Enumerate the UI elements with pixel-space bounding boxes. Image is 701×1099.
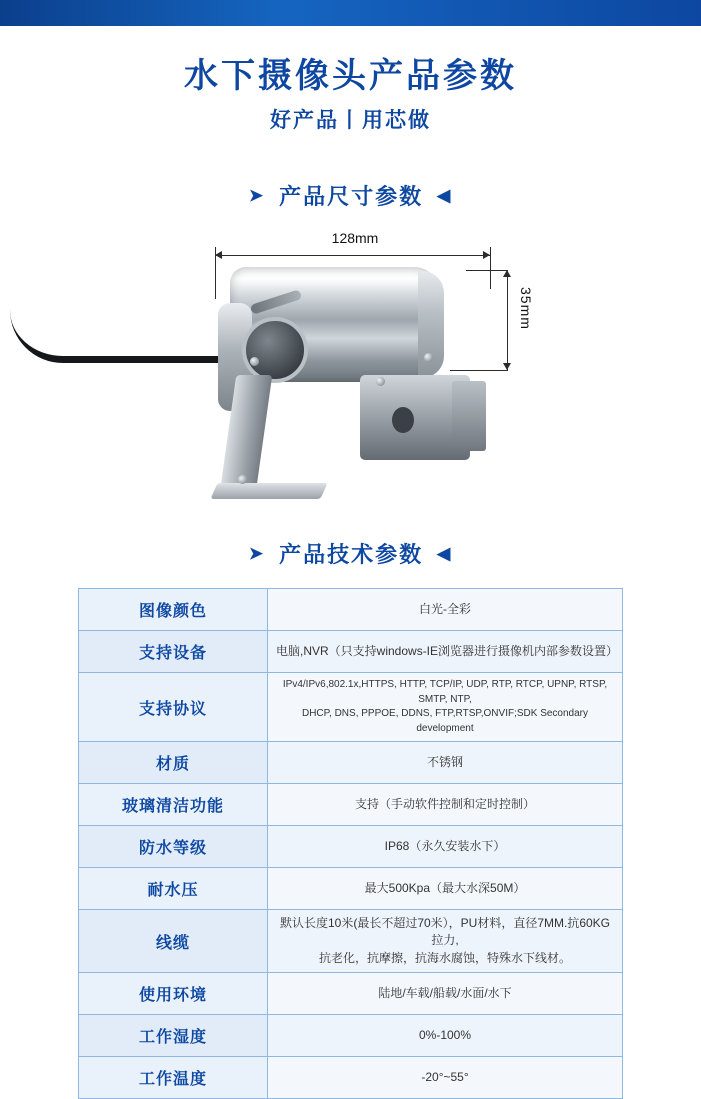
spec-value: 0%-100% [268,1015,623,1057]
spec-value-line: 默认长度10米(最长不超过70米），PU材料，直径7MM.抗60KG拉力, [279,916,611,948]
camera-cable [10,310,220,363]
spec-key: 耐水压 [79,868,268,910]
spec-key: 工作温度 [79,1057,268,1099]
top-banner [0,0,701,26]
table-row [79,784,623,826]
table-row [79,673,623,742]
spec-value: -20°~55° [268,1057,623,1099]
spec-value: 最大500Kpa（最大水深50M） [268,868,623,910]
dimension-tick-right [490,247,491,289]
table-row [79,742,623,784]
table-row [79,868,623,910]
table-row [79,910,623,973]
spec-key: 支持设备 [79,631,268,673]
spec-value: 陆地/车载/船载/水面/水下 [268,973,623,1015]
section-heading-tech-label: 产品技术参数 [279,542,424,567]
spec-value: 电脑,NVR（只支持windows-IE浏览器进行摄像机内部参数设置） [268,631,623,673]
dimension-tick-bottom [450,370,508,371]
section-heading-size [0,180,701,211]
spec-value [268,673,623,742]
spec-key: 玻璃清洁功能 [79,784,268,826]
spec-value: 白光-全彩 [268,589,623,631]
table-row [79,826,623,868]
table-row [79,973,623,1015]
page-subtitle: 好产品丨用芯做 [270,109,431,132]
spec-value: 支持（手动软件控制和定时控制） [268,784,623,826]
arrow-right-icon: ➤ [248,544,266,563]
spec-value: 不锈钢 [268,742,623,784]
dimension-line-length [215,255,490,256]
page-title: 水下摄像头产品参数 [184,57,517,95]
spec-key: 图像颜色 [79,589,268,631]
spec-value-line: DHCP, DNS, PPPOE, DDNS, FTP,RTSP,ONVIF;SDK Secondary development [301,708,588,734]
camera-mount-side-plate [452,381,486,451]
dimension-line-height [507,270,508,370]
camera-mount-hole [392,407,414,433]
spec-key: 防水等级 [79,826,268,868]
spec-table [78,588,623,1099]
arrow-right-icon: ➤ [248,186,266,205]
arrow-left-icon: ◀ [437,186,453,205]
section-heading-tech [0,538,701,569]
camera-bracket-foot [210,483,327,499]
spec-key: 支持协议 [79,673,268,742]
table-row [79,631,623,673]
spec-value: IP68（永久安装水下） [268,826,623,868]
spec-value-line: 抗老化，抗摩擦，抗海水腐蚀，特殊水下线材。 [318,950,571,965]
dimension-label-length: 128mm [331,230,379,246]
spec-key: 使用环境 [79,973,268,1015]
spec-table-body [79,589,623,1099]
camera-screw [376,377,385,386]
product-dimension-figure [180,225,534,520]
spec-value-line: IPv4/IPv6,802.1x,HTTPS, HTTP, TCP/IP, UDP, RTP, RTCP, UPNP, RTSP, SMTP, NTP, [282,679,608,705]
spec-value [268,910,623,973]
table-row [79,589,623,631]
table-row [79,1057,623,1099]
camera-screw [238,475,247,484]
dimension-tick-top [466,270,508,271]
dimension-label-height: 35mm [518,287,534,330]
spec-key: 工作湿度 [79,1015,268,1057]
section-heading-size-label: 产品尺寸参数 [279,184,424,209]
camera-lens [242,317,308,383]
camera-screw [250,357,259,366]
spec-key: 材质 [79,742,268,784]
camera-screw [424,353,433,362]
table-row [79,1015,623,1057]
spec-key: 线缆 [79,910,268,973]
arrow-left-icon: ◀ [437,544,453,563]
camera-rear-cap [418,271,444,378]
